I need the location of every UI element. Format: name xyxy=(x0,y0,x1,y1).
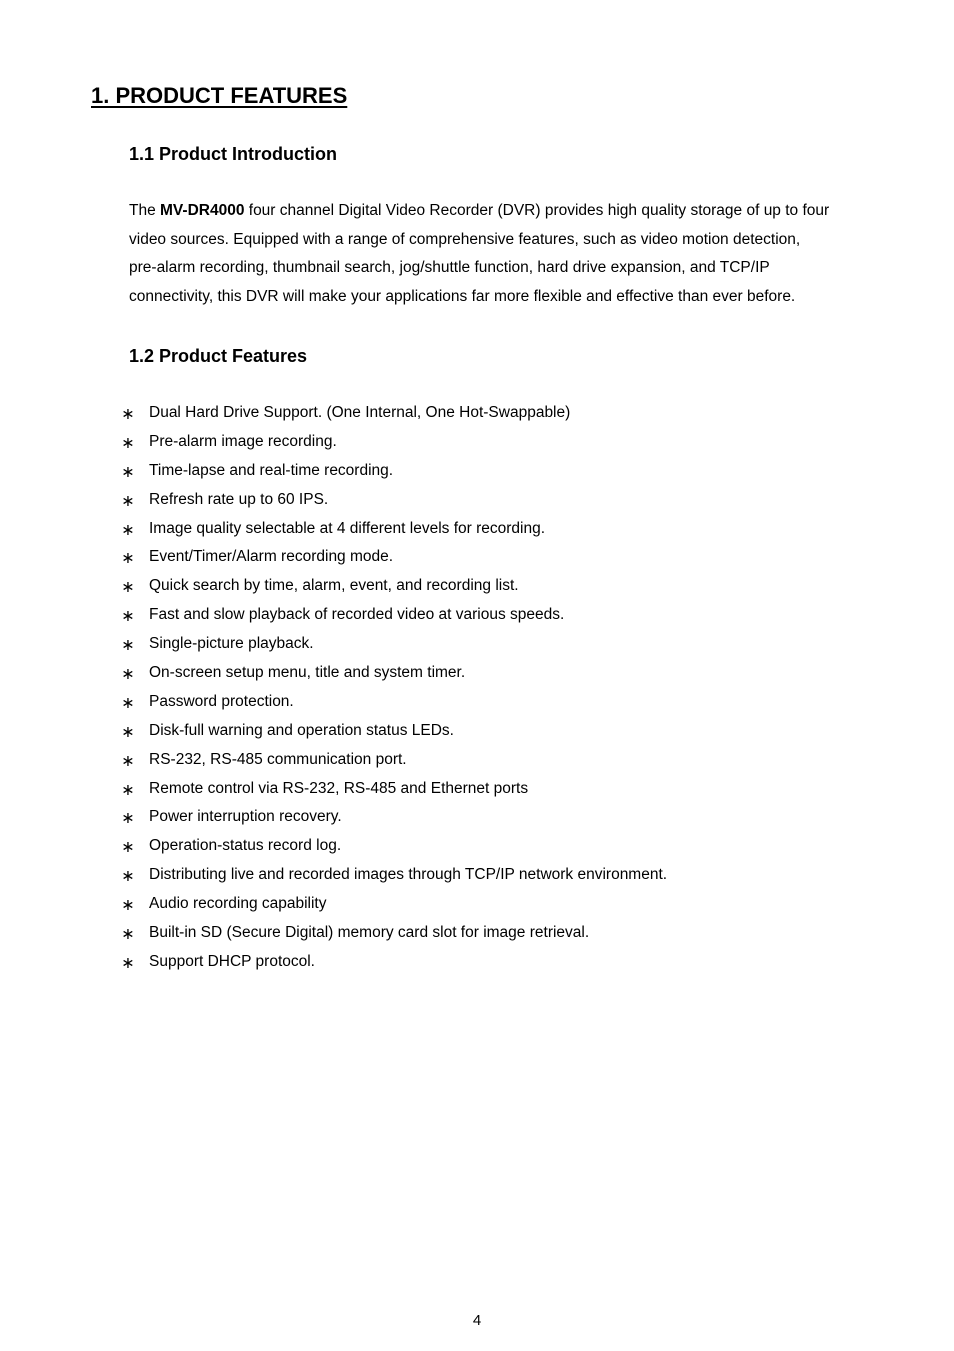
asterisk-bullet-icon: ∗ xyxy=(121,895,135,915)
asterisk-bullet-icon: ∗ xyxy=(121,721,135,741)
asterisk-bullet-icon: ∗ xyxy=(121,432,135,452)
feature-text: Support DHCP protocol. xyxy=(149,952,315,970)
asterisk-bullet-icon: ∗ xyxy=(121,808,135,828)
feature-text: Image quality selectable at 4 different levels for recording. xyxy=(149,519,546,537)
feature-text: On-screen setup menu, title and system timer. xyxy=(149,664,466,682)
asterisk-bullet-icon: ∗ xyxy=(121,404,135,423)
section-heading-features: 1.2 Product Features xyxy=(129,346,308,366)
intro-line-3: pre-alarm recording, thumbnail search, jog/shuttle function, hard drive expansion, and TCP/IP xyxy=(129,259,770,277)
asterisk-bullet-icon: ∗ xyxy=(121,635,135,655)
asterisk-bullet-icon: ∗ xyxy=(121,866,135,886)
asterisk-bullet-icon: ∗ xyxy=(121,606,135,626)
asterisk-bullet-icon: ∗ xyxy=(121,750,135,770)
asterisk-bullet-icon: ∗ xyxy=(121,952,135,972)
feature-text: Remote control via RS-232, RS-485 and Ethernet ports xyxy=(149,779,529,797)
asterisk-bullet-icon: ∗ xyxy=(121,664,135,684)
feature-text: Disk-full warning and operation status LEDs. xyxy=(149,721,454,739)
feature-text: Event/Timer/Alarm recording mode. xyxy=(149,548,394,566)
feature-text: Password protection. xyxy=(149,692,294,710)
chapter-title: 1. PRODUCT FEATURES xyxy=(91,83,348,108)
feature-text: Single-picture playback. xyxy=(149,635,314,653)
intro-line-1 xyxy=(129,197,869,226)
intro-line-2: video sources. Equipped with a range of comprehensive features, such as video motion detection, xyxy=(129,230,801,248)
feature-text: Operation-status record log. xyxy=(149,837,342,855)
feature-text: Distributing live and recorded images through TCP/IP network environment. xyxy=(149,866,668,884)
feature-text: Built-in SD (Secure Digital) memory card slot for image retrieval. xyxy=(149,924,590,942)
asterisk-bullet-icon: ∗ xyxy=(121,461,135,481)
feature-text: Dual Hard Drive Support. (One Internal, One Hot-Swappable) xyxy=(149,404,571,421)
intro-line-1-start: The xyxy=(129,202,161,219)
asterisk-bullet-icon: ∗ xyxy=(121,837,135,857)
feature-text: Quick search by time, alarm, event, and recording list. xyxy=(149,577,519,595)
page-number: 4 xyxy=(472,1312,482,1329)
asterisk-bullet-icon: ∗ xyxy=(121,692,135,712)
product-name: MV-DR4000 xyxy=(160,202,245,219)
asterisk-bullet-icon: ∗ xyxy=(121,548,135,568)
section-heading-introduction: 1.1 Product Introduction xyxy=(129,144,338,164)
feature-text: Audio recording capability xyxy=(149,895,327,913)
asterisk-bullet-icon: ∗ xyxy=(121,779,135,799)
asterisk-bullet-icon: ∗ xyxy=(121,577,135,597)
feature-text: Time-lapse and real-time recording. xyxy=(149,461,394,479)
intro-paragraph xyxy=(129,197,869,312)
asterisk-bullet-icon: ∗ xyxy=(121,490,135,510)
feature-text: Refresh rate up to 60 IPS. xyxy=(149,490,329,508)
asterisk-bullet-icon: ∗ xyxy=(121,519,135,539)
feature-text: Fast and slow playback of recorded video at various speeds. xyxy=(149,606,565,624)
feature-text: Pre-alarm image recording. xyxy=(149,432,337,450)
intro-line-4: connectivity, this DVR will make your applications far more flexible and effective than ever before. xyxy=(129,288,796,306)
feature-text: Power interruption recovery. xyxy=(149,808,342,826)
asterisk-bullet-icon: ∗ xyxy=(121,924,135,944)
feature-text: RS-232, RS-485 communication port. xyxy=(149,750,407,768)
intro-line-1-end: four channel Digital Video Recorder (DVR) provides high quality storage of up to four xyxy=(244,202,830,219)
